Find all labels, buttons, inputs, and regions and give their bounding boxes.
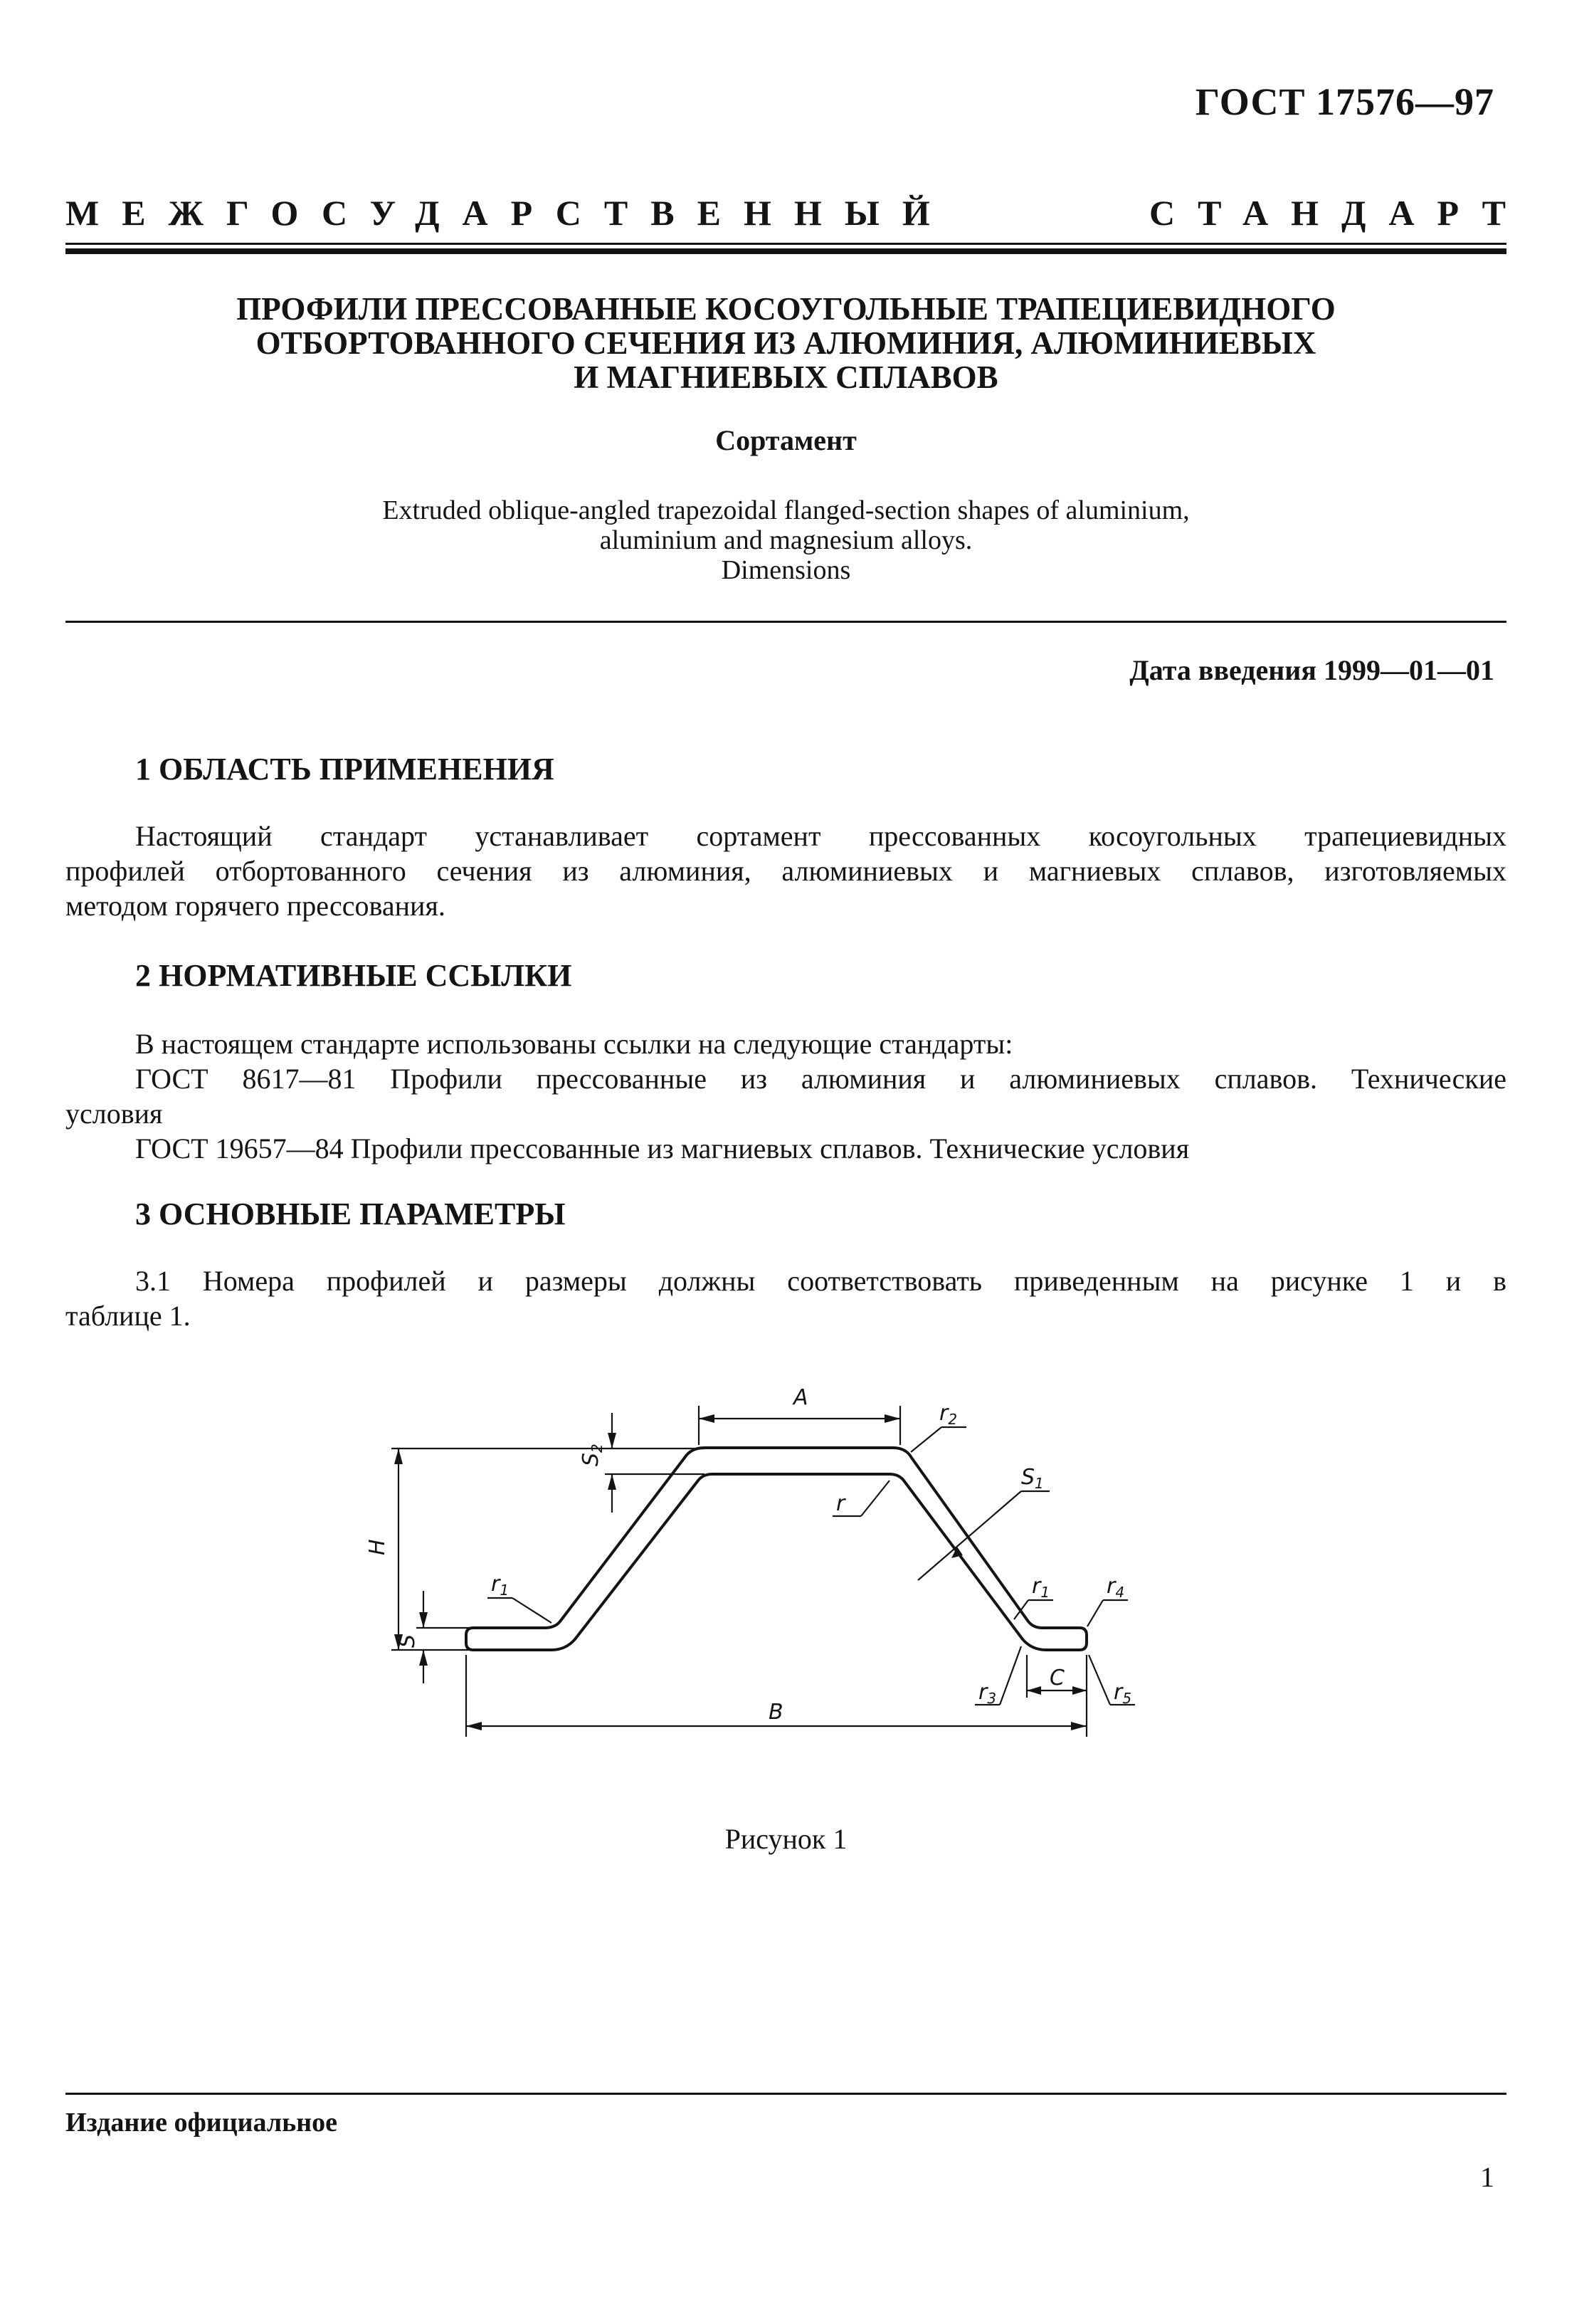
section-heading-references: 2 НОРМАТИВНЫЕ ССЫЛКИ xyxy=(135,958,572,993)
english-title-line: Dimensions xyxy=(721,555,851,585)
document-subtitle: Сортамент xyxy=(715,424,857,456)
profile-outline xyxy=(470,1448,1225,1638)
header-rule-thick xyxy=(65,248,1506,254)
section-heading-scope: 1 ОБЛАСТЬ ПРИМЕНЕНИЯ xyxy=(135,752,554,787)
standard-number: ГОСТ 17576—97 xyxy=(1195,80,1494,123)
reference-gost-8617-cont: условия xyxy=(65,1098,163,1130)
parameters-paragraph xyxy=(65,1263,1506,1333)
paragraph-line: таблице 1. xyxy=(65,1300,191,1332)
reference-gost-19657: ГОСТ 19657—84 Профили прессованные из магниевых сплавов. Технические условия xyxy=(135,1132,1190,1164)
label-r1-left: $r_1$ xyxy=(491,1572,510,1599)
paragraph-line: Настоящий стандарт устанавливает сортамент прессованных косоугольных трапециевидных xyxy=(135,820,1506,852)
label-r: r xyxy=(836,1491,845,1516)
dim-label-a: A xyxy=(793,1385,808,1410)
label-r4: $r_4$ xyxy=(1107,1574,1125,1601)
english-title-line: aluminium and magnesium alloys. xyxy=(599,525,973,555)
title-rule xyxy=(65,621,1506,623)
scope-paragraph xyxy=(65,819,1506,923)
references-intro: В настоящем стандарте использованы ссылки на следующие стандарты: xyxy=(135,1028,1013,1060)
paragraph-line: методом горячего прессования. xyxy=(65,890,445,922)
header-rule-thin xyxy=(65,243,1506,245)
dim-label-b: B xyxy=(769,1700,783,1725)
label-s2: $S_2$ xyxy=(579,1444,606,1466)
official-edition-note: Издание официальное xyxy=(65,2108,338,2138)
title-line: ОТБОРТОВАННОГО СЕЧЕНИЯ ИЗ АЛЮМИНИЯ, АЛЮМИНИЕВЫХ xyxy=(255,325,1316,361)
footer-rule xyxy=(65,2093,1506,2095)
banner-interstate: МЕЖГОСУДАРСТВЕННЫЙ xyxy=(65,193,953,233)
introduction-date: Дата введения 1999—01—01 xyxy=(1129,654,1494,686)
profile-contour xyxy=(466,1448,1087,1650)
label-r5: $r_5$ xyxy=(1114,1680,1132,1707)
figure-caption: Рисунок 1 xyxy=(724,1823,848,1855)
label-r3: $r_3$ xyxy=(978,1680,997,1707)
dim-label-s: S xyxy=(395,1634,420,1648)
profile-drawing xyxy=(349,1377,1252,1804)
section-heading-parameters: 3 ОСНОВНЫЕ ПАРАМЕТРЫ xyxy=(135,1197,566,1231)
dim-label-h: H xyxy=(365,1539,390,1555)
page-number: 1 xyxy=(1480,2161,1494,2193)
english-title xyxy=(65,495,1506,585)
label-r2: $r_2$ xyxy=(939,1401,958,1428)
english-title-line: Extruded oblique-angled trapezoidal flanged-section shapes of aluminium, xyxy=(382,495,1190,525)
title-line: ПРОФИЛИ ПРЕССОВАННЫЕ КОСОУГОЛЬНЫЕ ТРАПЕЦИЕВИДНОГО xyxy=(236,291,1336,327)
dim-label-c: C xyxy=(1050,1666,1065,1691)
title-line: И МАГНИЕВЫХ СПЛАВОВ xyxy=(574,359,998,395)
label-s1: $S_1$ xyxy=(1021,1465,1044,1492)
document-title xyxy=(65,292,1506,394)
label-r1-right: $r_1$ xyxy=(1032,1574,1050,1601)
banner-standard: СТАНДАРТ xyxy=(1149,193,1529,233)
reference-gost-8617: ГОСТ 8617—81 Профили прессованные из алюминия и алюминиевых сплавов. Технические xyxy=(135,1063,1506,1095)
paragraph-line: профилей отбортованного сечения из алюминия, алюминиевых и магниевых сплавов, изготовляемых xyxy=(65,855,1506,887)
references-paragraph xyxy=(65,1026,1506,1166)
paragraph-line: 3.1 Номера профилей и размеры должны соответствовать приведенным на рисунке 1 и в xyxy=(135,1265,1506,1297)
